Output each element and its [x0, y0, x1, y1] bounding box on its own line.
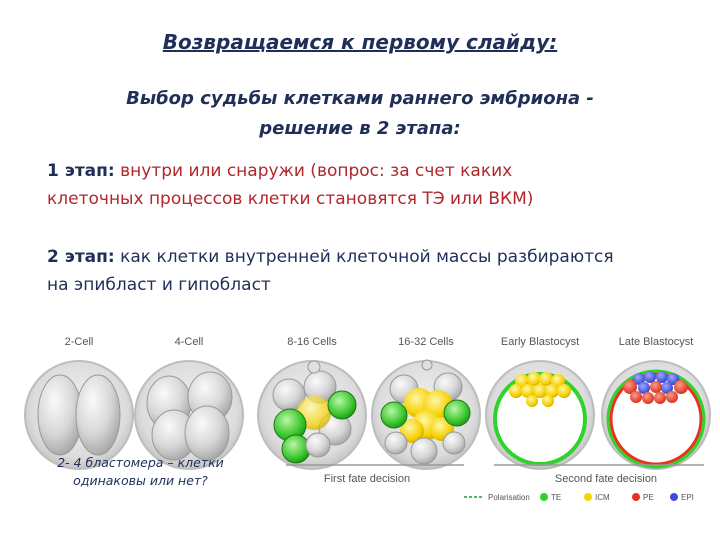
stage-label-2-cell: 2-Cell	[64, 336, 94, 348]
stage-2-line-1: как клетки внутренней клеточной массы разбираются	[114, 247, 614, 267]
legend-polarisation-label: Polarisation	[488, 493, 530, 502]
stage-2-line-2: на эпибласт и гипобласт	[47, 275, 271, 295]
legend-epi-swatch	[670, 493, 678, 501]
slide-subtitle	[40, 84, 680, 144]
stage-1-line-2: клеточных процессов клетки становятся ТЭ или ВКМ)	[47, 189, 534, 209]
stage-1-text	[47, 157, 687, 213]
embryo-development-figure	[24, 325, 714, 535]
stage-label-4-cell: 4-Cell	[174, 336, 204, 348]
note-line-2: одинаковы или нет?	[73, 473, 208, 488]
embryo-figure-svg	[24, 325, 714, 535]
embryo-late-blastocyst	[602, 361, 710, 469]
legend-pe-label: PE	[643, 493, 654, 502]
legend-epi-label: EPI	[681, 493, 694, 502]
stage-2-label: 2 этап:	[47, 247, 115, 267]
stage-label-early-blastocyst: Early Blastocyst	[500, 336, 580, 348]
blastomere-question-note	[38, 454, 243, 490]
stage-label-8-16-cells: 8-16 Cells	[287, 336, 337, 348]
embryo-early-blastocyst	[486, 361, 594, 469]
legend-icm-swatch	[584, 493, 592, 501]
stage-1-line-1: внутри или снаружи (вопрос: за счет каких	[114, 161, 513, 181]
subtitle-line-1: Выбор судьбы клетками раннего эмбриона -	[126, 88, 594, 109]
figure-legend	[464, 493, 694, 502]
legend-te-label: TE	[551, 493, 562, 502]
embryo-8-16-cells	[258, 361, 366, 469]
subtitle-line-2: решение в 2 этапа:	[259, 118, 461, 139]
stage-2-text	[47, 243, 687, 299]
embryo-4-cell	[135, 361, 243, 469]
embryo-16-32-cells	[372, 360, 480, 469]
stage-label-16-32-cells: 16-32 Cells	[398, 336, 454, 348]
legend-icm-label: ICM	[595, 493, 610, 502]
note-line-1: 2- 4 бластомера – клетки	[57, 455, 224, 470]
legend-te-swatch	[540, 493, 548, 501]
second-fate-decision-label: Second fate decision	[554, 473, 658, 485]
first-fate-decision-label: First fate decision	[323, 473, 411, 485]
slide-title: Возвращаемся к первому слайду:	[162, 30, 558, 54]
stage-1-label: 1 этап:	[47, 161, 115, 181]
stage-label-late-blastocyst: Late Blastocyst	[618, 336, 694, 348]
legend-pe-swatch	[632, 493, 640, 501]
embryo-2-cell	[25, 361, 133, 469]
